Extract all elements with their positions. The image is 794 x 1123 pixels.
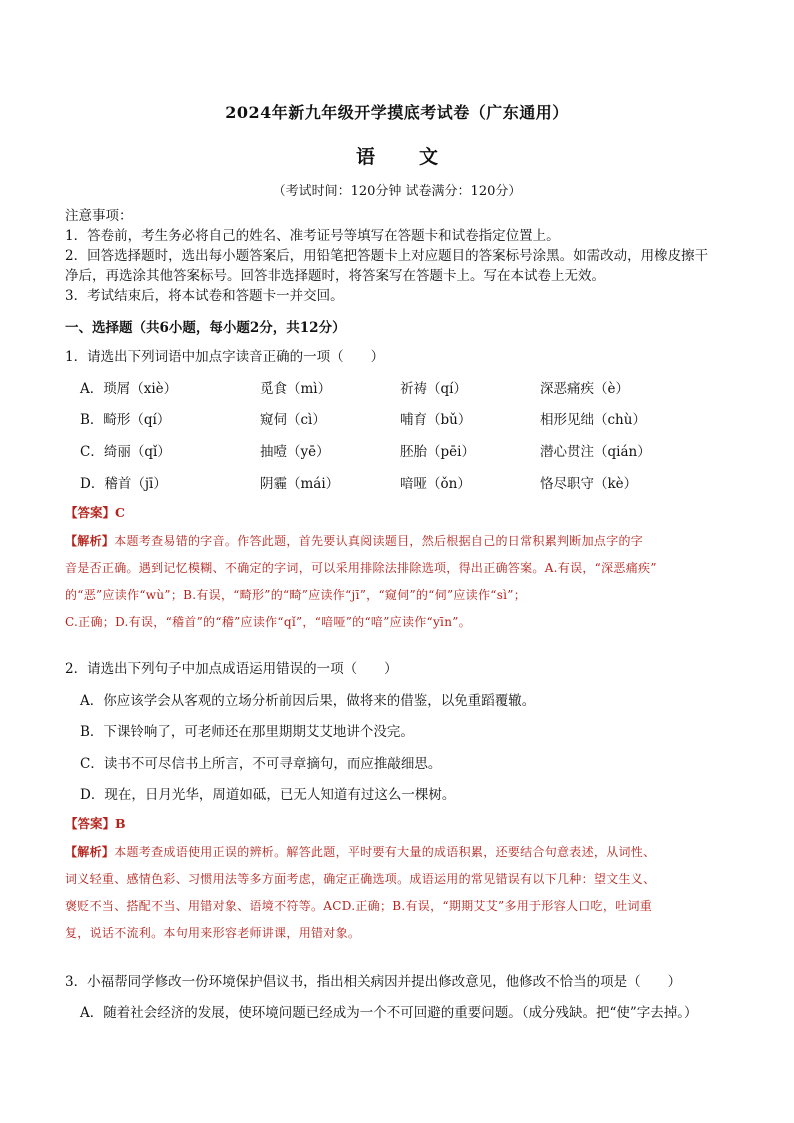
notes-item: 3．考试结束后，将本试卷和答题卡一并交回。 xyxy=(65,288,344,304)
q1-option-c: C．绮丽（qǐ） xyxy=(80,444,171,460)
question-2-stem: 2．请选出下列句子中加点成语运用错误的一项（ ） xyxy=(65,661,398,677)
q1-option-row xyxy=(80,408,740,428)
notes-item: 1．答卷前，考生务必将自己的姓名、准考证号等填写在答题卡和试卷指定位置上。 xyxy=(65,228,560,244)
subject-char-2: 文 xyxy=(419,146,439,168)
q1-word: 相形见绌（chù） xyxy=(540,412,646,428)
q1-word: 恪尽职守（kè） xyxy=(540,476,638,492)
q3-option-a: A．随着社会经济的发展，使环境问题已经成为一个不可回避的重要问题。（成分残缺。把“使”字去掉。） xyxy=(80,1005,698,1021)
q2-analysis xyxy=(65,839,741,947)
q2-analysis-line: 词义轻重、感情色彩、习惯用法等多方面考虑，确定正确选项。成语运用的常见错误有以下几种：望文生义、 xyxy=(65,872,656,886)
q1-word: 祈祷（qí） xyxy=(400,381,467,397)
q1-option-row xyxy=(80,440,740,460)
question-1-stem: 1．请选出下列词语中加点字读音正确的一项（ ） xyxy=(65,349,385,365)
q2-option-b: B．下课铃响了，可老师还在那里期期艾艾地讲个没完。 xyxy=(80,724,414,740)
q2-answer: 【答案】B xyxy=(65,816,126,831)
q2-option-c: C．读书不可尽信书上所言，不可寻章摘句，而应推敲细思。 xyxy=(80,756,442,772)
section-heading: 一、选择题（共6小题，每小题2分，共12分） xyxy=(65,320,346,336)
q1-word: 抽噎（yē） xyxy=(260,444,330,460)
q1-analysis-line: C.正确；D.有误，“稽首”的“稽”应读作“qǐ”，“喑哑”的“喑”应读作“yīn”。 xyxy=(65,615,471,629)
q1-analysis xyxy=(65,528,741,636)
q1-analysis-line: 音是否正确。遇到记忆模糊、不确定的字词，可以采用排除法排除选项，得出正确答案。A.有误，“深恶痛疾” xyxy=(65,561,657,575)
q2-analysis-line: 【解析】本题考查成语使用正误的辨析。解答此题，平时要有大量的成语积累，还要结合句意表述，从词性、 xyxy=(65,845,656,859)
subject-heading xyxy=(0,142,794,169)
q1-answer: 【答案】C xyxy=(65,505,125,520)
q1-word: 觅食（mì） xyxy=(260,381,332,397)
notes-item: 2．回答选择题时，选出每小题答案后，用铅笔把答题卡上对应题目的答案标号涂黑。如需改动，用橡皮擦干 xyxy=(65,248,709,264)
q1-word: 胚胎（pēi） xyxy=(400,444,475,460)
q1-option-row xyxy=(80,377,740,397)
notes-heading: 注意事项： xyxy=(65,208,133,224)
q1-word: 喑哑（ǒn） xyxy=(400,476,471,492)
q2-option-d: D．现在，日月光华，周道如砥，已无人知道有过这么一棵树。 xyxy=(80,787,456,803)
q1-option-row xyxy=(80,472,740,492)
q1-word: 潜心贯注（qián） xyxy=(540,444,651,460)
q1-word: 阴霾（mái） xyxy=(260,476,340,492)
q1-option-a: A．琐屑（xiè） xyxy=(80,381,178,397)
exam-info: （考试时间：120分钟 试卷满分：120分） xyxy=(272,184,522,199)
q2-analysis-line: 褒贬不当、搭配不当、用错对象、语境不符等。ACD.正确；B.有误，“期期艾艾”多用于形容人口吃，吐词重 xyxy=(65,899,653,913)
q1-analysis-line: 【解析】本题考查易错的字音。作答此题，首先要认真阅读题目，然后根据自己的日常积累判断加点字的字 xyxy=(65,534,644,548)
subject-char-1: 语 xyxy=(355,146,375,168)
question-3-stem: 3．小福帮同学修改一份环境保护倡议书，指出相关病因并提出修改意见，他修改不恰当的项是（ ） xyxy=(65,974,682,990)
notes-block xyxy=(65,206,741,306)
q1-option-b: B．畸形（qí） xyxy=(80,412,171,428)
analysis-tag: 【解析】 xyxy=(65,534,115,548)
q1-word: 哺育（bǔ） xyxy=(400,412,472,428)
analysis-tag: 【解析】 xyxy=(65,845,115,859)
q2-analysis-line: 复，说话不流利。本句用来形容老师讲课，用错对象。 xyxy=(65,926,361,940)
notes-item: 净后，再选涂其他答案标号。回答非选择题时，将答案写在答题卡上。写在本试卷上无效。 xyxy=(65,268,605,284)
q1-word: 窥伺（cì） xyxy=(260,412,326,428)
exam-title: 2024年新九年级开学摸底考试卷（广东通用） xyxy=(225,103,569,122)
q1-word: 深恶痛疾（è） xyxy=(540,381,629,397)
q2-option-a: A．你应该学会从客观的立场分析前因后果，做将来的借鉴，以免重蹈覆辙。 xyxy=(80,693,536,709)
q1-analysis-line: 的“恶”应读作“wù”；B.有误，“畸形”的“畸”应读作“jī”，“窥伺”的“伺”应读作“sì”； xyxy=(65,588,527,602)
q1-option-d: D．稽首（jī） xyxy=(80,476,167,492)
